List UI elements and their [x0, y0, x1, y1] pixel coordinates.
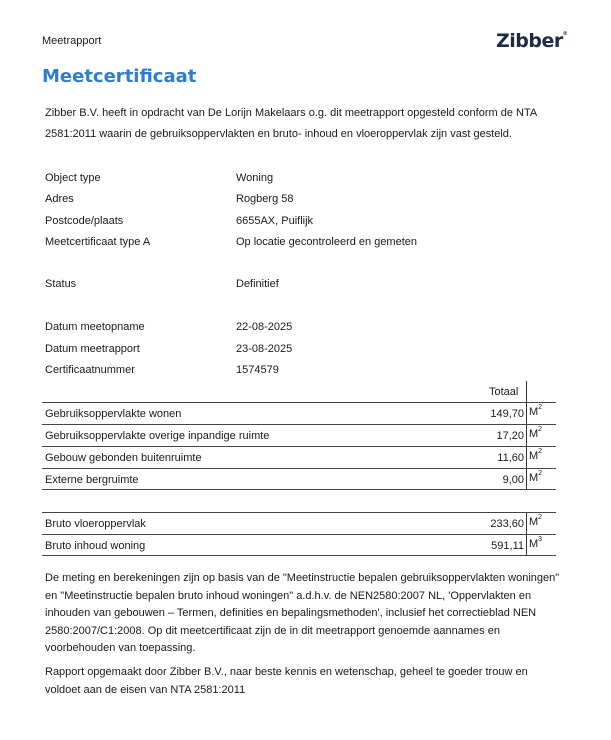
- row-label: Gebruiksoppervlakte wonen: [45, 408, 182, 420]
- row-unit: $M^2$: [529, 426, 543, 440]
- detail-value: 1574579: [236, 364, 279, 376]
- row-label: Gebruiksoppervlakte overige inpandige ruimte: [45, 430, 270, 442]
- detail-value: Definitief: [236, 278, 279, 290]
- detail-value: Rogberg 58: [236, 193, 294, 205]
- row-label: Bruto vloeroppervlak: [45, 518, 146, 530]
- row-value: 11,60: [497, 452, 524, 464]
- row-value: 233,60: [490, 518, 524, 530]
- detail-key: Meetcertificaat type A: [45, 236, 151, 248]
- table-row: [42, 534, 556, 556]
- logo-registered-mark: ®: [562, 31, 568, 37]
- detail-value: Woning: [236, 172, 274, 184]
- table-row: [42, 424, 556, 446]
- page-title: Meetcertificaat: [42, 66, 197, 87]
- detail-value: 23-08-2025: [236, 343, 293, 355]
- closing-paragraph: Rapport opgemaakt door Zibber B.V., naar beste kennis en wetenschap, geheel te goeder trouw en voldoet aan de eisen van NTA 2581:2011: [45, 666, 528, 696]
- zibber-logo: [496, 30, 567, 52]
- row-value: 9,00: [502, 474, 524, 486]
- detail-key: Datum meetrapport: [45, 343, 140, 355]
- table-row: [42, 512, 556, 534]
- table-row: [42, 446, 556, 468]
- row-value: 149,70: [490, 408, 524, 420]
- detail-key: Certificaatnummer: [45, 364, 135, 376]
- detail-key: Object type: [45, 172, 101, 184]
- row-label: Gebouw gebonden buitenruimte: [45, 452, 202, 464]
- row-value: 591,11: [491, 540, 524, 552]
- row-label: Externe bergruimte: [45, 474, 139, 486]
- row-value: 17,20: [496, 430, 524, 442]
- detail-value: 22-08-2025: [236, 321, 293, 333]
- row-unit: $M^2$: [529, 404, 543, 418]
- row-unit: $M^3$: [529, 536, 543, 550]
- row-label: Bruto inhoud woning: [45, 540, 146, 552]
- row-unit: $M^2$: [529, 448, 543, 462]
- logo-text: Zibber: [496, 30, 563, 52]
- methodology-paragraph: De meting en berekeningen zijn op basis van de "Meetinstructie bepalen gebruiksoppervlakten woningen" en "Meetinstructie bepalen bruto inhoud woningen" a.d.h.v. de NEN2580:2007 NL, 'Oppervlakten en inhouden van gebouwen – Termen, definities en bepalingsmethoden', inclusief het correctieblad NEN 2580:2007/C1:2008. Op dit meetcertificaat zijn de in dit meetrapport genoemde aannames en voorbehouden van toepassing.: [45, 572, 560, 654]
- detail-key: Adres: [45, 193, 74, 205]
- detail-key: Postcode/plaats: [45, 215, 124, 227]
- detail-key: Status: [45, 278, 77, 290]
- report-type-label: Meetrapport: [42, 35, 102, 47]
- detail-key: Datum meetopname: [45, 321, 145, 333]
- row-unit: $M^2$: [529, 514, 543, 528]
- table-header-total: Totaal: [489, 386, 519, 398]
- detail-value: Op locatie gecontroleerd en gemeten: [236, 236, 418, 248]
- table-row: [42, 402, 556, 424]
- intro-paragraph: Zibber B.V. heeft in opdracht van De Lorijn Makelaars o.g. dit meetrapport opgesteld conform de NTA 2581:2011 waarin de gebruiksoppervlakten en bruto- inhoud en vloeroppervlak zijn vast gesteld.: [45, 107, 537, 140]
- table-row: [42, 468, 556, 490]
- row-unit: $M^2$: [529, 470, 543, 484]
- detail-value: 6655AX, Puiflijk: [236, 215, 314, 227]
